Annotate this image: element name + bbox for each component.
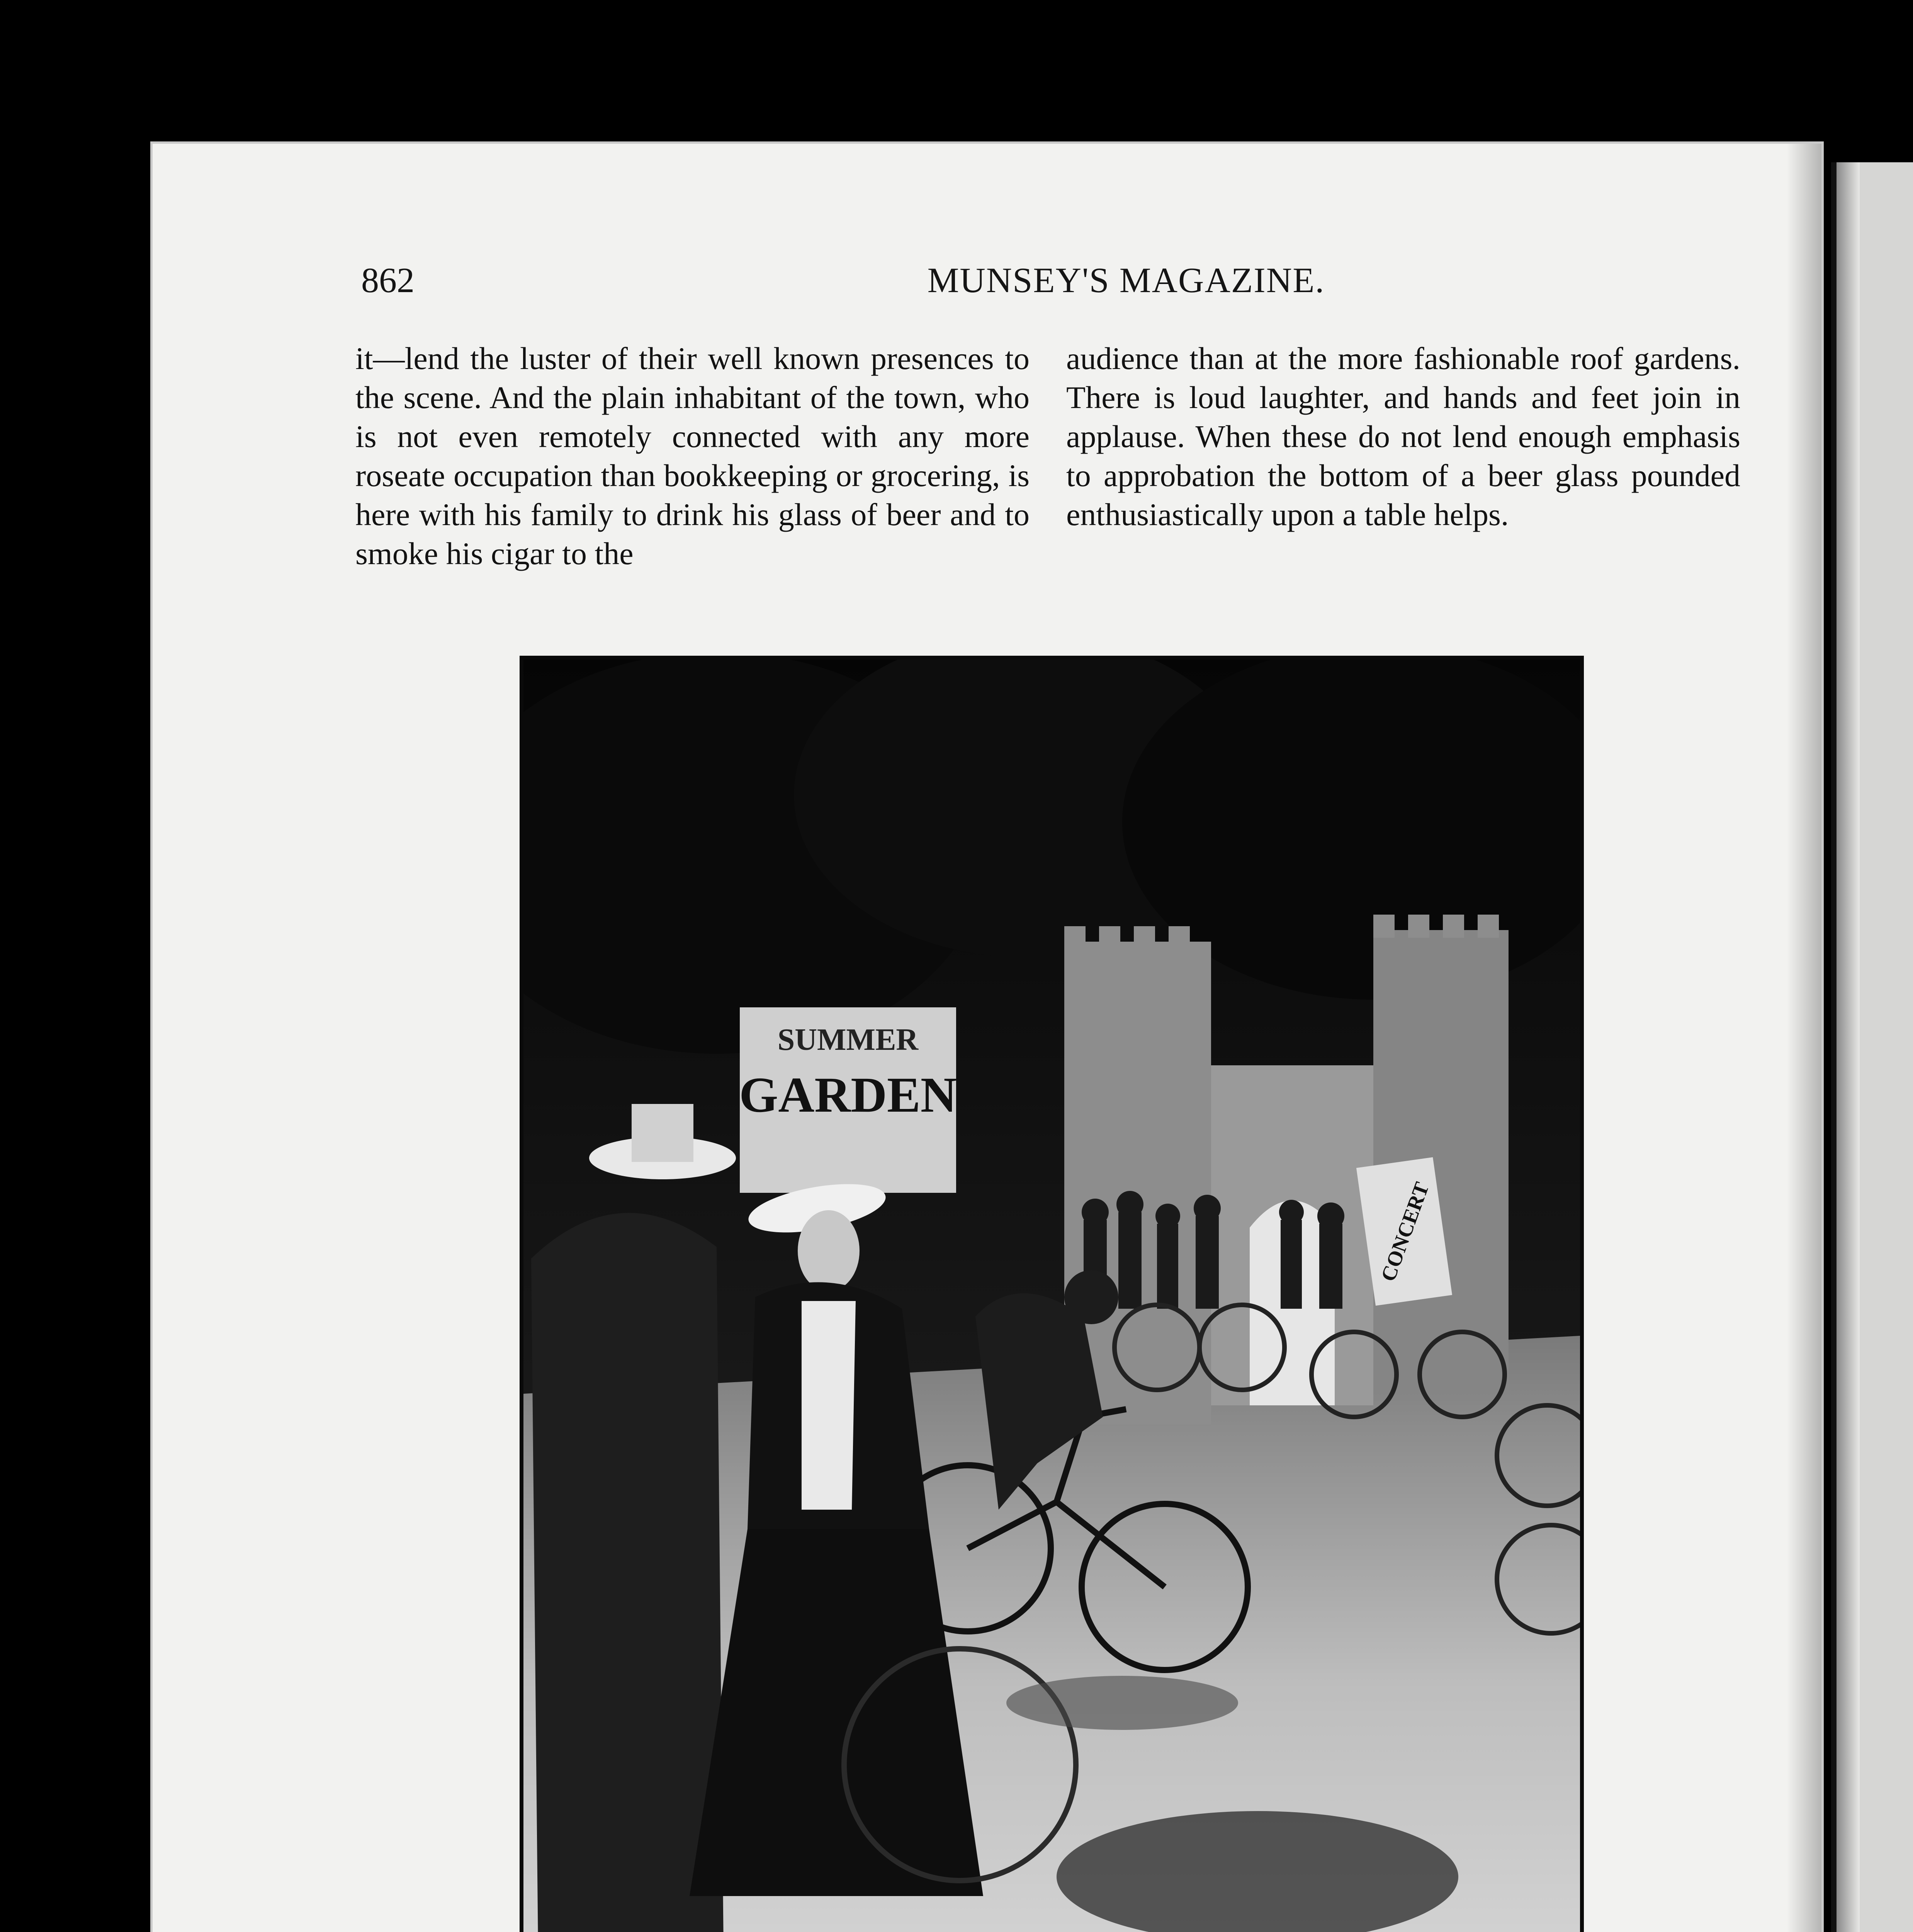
page-number: 862 <box>361 260 415 300</box>
next-page-edge <box>1831 162 1913 1932</box>
paragraph: audience than at the more fashionable roof gardens. There is loud laughter, and hands and feet join in applause. When these do not lend enough emphasis to approbation the bottom of a beer glass pounded enthusiastically upon a table helps. <box>1066 341 1740 532</box>
engraving-bicyclists-scene-icon <box>523 660 1580 1932</box>
magazine-page <box>153 144 1821 1932</box>
magazine-title: MUNSEY'S MAGAZINE. <box>927 260 1325 300</box>
illustration <box>520 656 1584 1932</box>
running-head <box>361 260 1891 306</box>
sign-summer: SUMMER <box>777 1023 919 1057</box>
paragraph: it—lend the luster of their well known presences to the scene. And the plain inhabitant of the town, who is not even remotely connected with any more roseate occupation than bookkeeping or grocering, is here with his family to drink his glass of beer and to smoke his cigar to the <box>355 341 1030 571</box>
top-right-column <box>1066 339 1740 534</box>
sign-concert: CONCERT <box>1376 1179 1434 1284</box>
gutter-shadow <box>1787 144 1821 1932</box>
sign-garden: GARDEN <box>739 1067 957 1123</box>
top-left-column <box>355 339 1030 573</box>
